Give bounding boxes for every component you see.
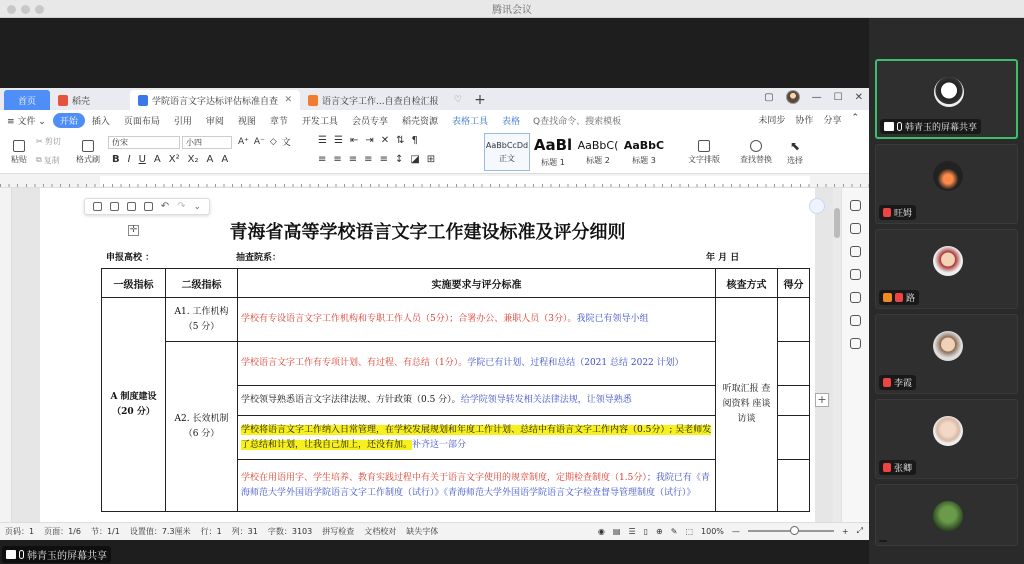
cut-label: 剪切 <box>44 136 61 146</box>
print-preview-icon[interactable] <box>144 202 153 211</box>
tab-docer[interactable] <box>50 90 130 110</box>
requirement-cell[interactable] <box>238 386 716 416</box>
style-name: 标题 2 <box>586 155 610 165</box>
paste-label: 粘贴 <box>11 154 27 164</box>
paragraph-tools-row2 <box>318 154 435 165</box>
heart-icon[interactable]: ♡ <box>453 95 462 105</box>
vertical-ruler[interactable] <box>0 188 12 522</box>
copy-icon: ⧉ <box>36 155 42 164</box>
status-page[interactable]: 页面：1/6 <box>44 527 81 536</box>
vertical-scrollbar[interactable] <box>833 188 841 522</box>
docer-icon <box>58 95 68 106</box>
new-tab-button[interactable]: + <box>474 92 486 108</box>
participant-tile[interactable] <box>875 399 1018 479</box>
zoom-out-icon[interactable]: — <box>731 526 740 536</box>
adjust-icon[interactable] <box>850 269 861 280</box>
share-label: 韩青玉的屏幕共享 <box>27 550 107 562</box>
paste-icon <box>13 140 25 152</box>
score-cell[interactable] <box>778 342 810 386</box>
navigation-icon[interactable] <box>850 200 861 211</box>
sort-icon[interactable]: ⇅ <box>396 135 405 146</box>
text-layout-button[interactable] <box>684 134 724 170</box>
participant-name <box>879 205 916 220</box>
border-icon[interactable]: ⊞ <box>426 154 436 165</box>
layout-icon[interactable]: ▢ <box>764 91 774 103</box>
clear-format-icon[interactable]: ◇ <box>269 136 277 147</box>
requirement-text: 学校在用语用字、学生培养、教育实践过程中有关于语言文字使用的规章制度，定期检查制度（1.5分） <box>241 472 647 483</box>
menu-table-tools[interactable]: 表格工具 <box>451 116 488 127</box>
header-requirements: 实施要求与评分标准 <box>238 269 716 298</box>
menu-chapter[interactable]: 章节 <box>269 116 288 127</box>
participant-name <box>879 460 916 475</box>
wps-window-controls <box>764 90 863 104</box>
style-normal[interactable] <box>484 133 530 171</box>
menu-review[interactable]: 审阅 <box>205 116 224 127</box>
distribute-icon[interactable]: ≡ <box>379 154 388 165</box>
menu-developer[interactable]: 开发工具 <box>301 116 338 127</box>
tab-label: 稻壳 <box>72 96 91 107</box>
redo-icon[interactable]: ↷ <box>177 201 186 212</box>
select-arrow-icon[interactable] <box>850 246 861 257</box>
highlight-icon[interactable]: A <box>206 154 214 165</box>
wps-tabbar <box>0 88 869 110</box>
document-title: 青海省高等学校语言文字工作建设标准及评分细则 <box>229 222 626 243</box>
status-column: 列：31 <box>231 527 258 536</box>
style-preview: AaBl <box>533 136 573 154</box>
menu-member[interactable]: 会员专享 <box>351 116 388 127</box>
note-text: 学院已有计划、过程和总结（2021 总结 2022 计划） <box>467 358 684 368</box>
shading-icon[interactable]: ◪ <box>410 154 420 165</box>
horizontal-ruler[interactable] <box>0 174 869 188</box>
menu-file[interactable]: ≡ 文件 ⌄ <box>7 116 46 127</box>
participant-tile[interactable] <box>875 59 1018 139</box>
font-color-icon[interactable]: A <box>221 154 229 165</box>
edit-pen-icon[interactable] <box>850 223 861 234</box>
share-button[interactable]: 分享 <box>823 116 842 126</box>
tab-label: 语言文字工作...自查自检汇报 <box>322 96 439 107</box>
menu-reference[interactable]: 引用 <box>173 116 192 127</box>
host-icon <box>883 293 892 302</box>
menu-view[interactable]: 视图 <box>237 116 256 127</box>
document-area <box>0 188 869 522</box>
avatar <box>934 77 964 107</box>
strike-icon[interactable]: A <box>153 154 161 165</box>
table-move-handle[interactable]: ✛ <box>129 225 138 235</box>
style-name: 标题 3 <box>632 155 656 165</box>
screen-share-indicator <box>2 546 111 562</box>
avatar <box>933 416 963 446</box>
phonetic-icon[interactable]: 文 <box>281 138 291 148</box>
sync-status[interactable]: 未同步 <box>758 116 786 126</box>
zoom-slider[interactable] <box>748 530 834 532</box>
requirement-text: 学校有专设语言文字工作机构和专职工作人员（5分）；合署办公、兼职人员（3分）。 <box>241 314 577 324</box>
table-row <box>102 298 810 342</box>
tab-label: 学院语言文字达标评估标准自查 <box>152 96 279 107</box>
score-cell[interactable] <box>778 386 810 416</box>
quick-access-toolbar <box>84 198 210 215</box>
page-view-icon[interactable]: ▤ <box>612 526 621 536</box>
wps-window <box>0 88 869 540</box>
mic-muted-icon <box>883 378 891 387</box>
participant-tile[interactable] <box>875 314 1018 394</box>
highlighted-text: 学校将语言文字工作纳入日常管理，在学校发展规划和年度工作计划、总结中有语言文字工作内容（0.5分）; 吴老师发了总结和计划，让我自己加上，还没有加。 <box>241 424 712 450</box>
note-text: ；我院已有《青海师范大学外国语学院语言文字工作制度（试行）》《青海师范大学外国语学院语言文字检查督导管理制度（试行）》 <box>241 472 710 498</box>
zoom-level[interactable]: 100% <box>701 526 724 536</box>
screen-share-icon <box>6 550 16 559</box>
bold-icon[interactable]: B <box>112 154 120 165</box>
location-pin-icon[interactable] <box>809 198 825 214</box>
zoom-slider-knob[interactable] <box>790 526 799 535</box>
number-list-icon[interactable]: ☰ <box>333 135 343 146</box>
table-row <box>102 342 810 386</box>
minimize-window-button[interactable] <box>21 5 30 14</box>
minimize-icon[interactable]: — <box>811 91 822 103</box>
mic-icon <box>19 550 24 559</box>
header-score: 得分 <box>778 269 810 298</box>
superscript-icon[interactable]: X² <box>168 154 180 165</box>
header-method: 核查方式 <box>716 269 778 298</box>
category-cell[interactable]: A 制度建设（20 分） <box>102 298 166 512</box>
outdent-icon[interactable]: ⇤ <box>349 135 359 146</box>
status-bar <box>0 522 869 540</box>
style-preview: AaBbCcDd <box>485 140 529 150</box>
search-icon <box>750 140 762 152</box>
participant-name-text: 张卿 <box>894 464 913 474</box>
maximize-icon[interactable]: ☐ <box>833 91 843 103</box>
mic-muted-icon <box>895 293 903 302</box>
font-size-tools <box>238 135 291 148</box>
share-icon[interactable] <box>850 315 861 326</box>
participants-panel <box>869 18 1024 564</box>
menu-start[interactable]: 开始 <box>53 113 85 128</box>
participant-name <box>880 119 981 134</box>
status-spell-check[interactable]: 拼写检查 <box>322 527 355 536</box>
requirement-text: 学校语言文字工作有专项计划、有过程、有总结（1分）。 <box>241 358 468 368</box>
requirement-text: 学校领导熟悉语言文字法律法规、方针政策（0.5 分）。 <box>241 395 461 405</box>
ppt-doc-icon <box>308 95 318 106</box>
text-layout-label: 文字排版 <box>688 154 720 164</box>
participant-name-text: 路 <box>906 294 916 304</box>
menu-right-group <box>758 113 859 126</box>
mic-muted-icon <box>883 463 891 472</box>
participant-name <box>879 375 916 390</box>
ribbon-toolbar <box>0 130 869 174</box>
status-right-group <box>598 526 863 536</box>
find-replace-button[interactable] <box>736 134 776 170</box>
scissors-icon: ✂ <box>36 136 43 146</box>
zoom-window-button[interactable] <box>35 5 44 14</box>
header-level1: 一级指标 <box>102 269 166 298</box>
right-tool-rail <box>841 188 869 522</box>
tab-home[interactable] <box>4 90 50 110</box>
menu-page-layout[interactable]: 页面布局 <box>123 116 160 127</box>
add-row-button[interactable]: + <box>815 393 829 407</box>
cut-button[interactable] <box>36 135 61 147</box>
zoom-in-icon[interactable]: + <box>841 526 849 536</box>
style-heading-1[interactable] <box>532 133 574 171</box>
participant-tile[interactable] <box>875 484 1018 546</box>
save-icon[interactable] <box>93 202 102 211</box>
participant-name-text: 李霞 <box>894 379 913 389</box>
participant-tile[interactable] <box>875 144 1018 224</box>
font-size-select[interactable]: 小四 <box>182 136 232 149</box>
avatar <box>933 246 963 276</box>
tab-other-document[interactable] <box>300 90 470 110</box>
word-doc-icon <box>138 95 148 106</box>
requirement-cell[interactable] <box>238 342 716 386</box>
status-missing-font[interactable]: 缺失字体 <box>406 527 439 536</box>
format-brush-button[interactable] <box>74 134 102 170</box>
mic-muted-icon <box>883 208 891 217</box>
status-row: 行：1 <box>200 527 222 536</box>
align-right-icon[interactable]: ≡ <box>348 154 358 165</box>
menu-insert[interactable]: 插入 <box>91 116 110 127</box>
show-marks-icon[interactable]: ¶ <box>411 135 418 146</box>
shared-screen-stage <box>0 18 869 564</box>
style-heading-2[interactable] <box>576 133 620 171</box>
export-pdf-icon[interactable] <box>110 202 119 211</box>
paste-button[interactable] <box>6 134 32 170</box>
tab-active-document[interactable] <box>130 90 300 110</box>
user-avatar[interactable] <box>786 90 800 104</box>
fullscreen-icon[interactable]: ⤢ <box>856 526 863 535</box>
subcategory-a2[interactable]: A2. 长效机制（6 分） <box>166 342 238 512</box>
chevron-up-icon[interactable]: ⌃ <box>851 113 859 123</box>
status-section: 节：1/1 <box>90 527 120 536</box>
bullet-list-icon[interactable]: ☰ <box>318 135 327 146</box>
ruler-ticks <box>0 174 869 188</box>
score-cell[interactable] <box>778 460 810 512</box>
menu-docer-resource[interactable]: 稻壳资源 <box>401 116 438 127</box>
note-text: 给学院领导转发相关法律法规，让领导熟悉 <box>460 395 632 405</box>
screen-share-icon <box>884 122 894 131</box>
font-style-tools <box>112 154 228 165</box>
status-page-code: 页码：1 <box>5 527 35 536</box>
subcategory-a1[interactable]: A1. 工作机构（5 分） <box>166 298 238 342</box>
write-view-icon[interactable]: ✎ <box>670 526 678 536</box>
header-level2: 二级指标 <box>166 269 238 298</box>
wps-menubar <box>0 110 869 130</box>
mic-icon <box>897 122 902 131</box>
meta-school: 申报高校 ： <box>106 253 155 263</box>
line-spacing-icon[interactable]: ↕ <box>394 154 404 165</box>
avatar <box>933 501 963 531</box>
participant-tile[interactable] <box>875 229 1018 309</box>
justify-icon[interactable]: ≡ <box>364 154 373 165</box>
read-view-icon[interactable]: ▯ <box>643 526 649 536</box>
meta-department: 抽查院系： <box>236 253 282 263</box>
method-cell[interactable]: 听取汇报 查阅资料 座谈访谈 <box>716 298 778 512</box>
style-name: 标题 1 <box>541 158 565 167</box>
scrollbar-thumb[interactable] <box>834 208 840 238</box>
indent-icon[interactable]: ⇥ <box>365 135 374 146</box>
select-button[interactable] <box>780 134 810 170</box>
requirement-cell[interactable] <box>238 460 716 512</box>
format-brush-label: 格式刷 <box>76 154 100 164</box>
copy-label: 复制 <box>43 155 60 165</box>
style-preview: AaBbC( <box>577 138 619 152</box>
meta-date: 年 月 日 <box>706 253 740 263</box>
status-proofread[interactable]: 文档校对 <box>364 527 397 536</box>
note-text: 补齐这一部分 <box>412 439 467 450</box>
window-titlebar <box>0 0 1024 18</box>
underline-icon[interactable]: U <box>138 154 146 165</box>
help-icon[interactable] <box>850 292 861 303</box>
chevron-down-icon[interactable]: ⌄ <box>193 201 202 212</box>
avatar <box>933 331 963 361</box>
paragraph-tools-row1 <box>318 135 418 146</box>
style-preview: AaBbC <box>623 138 665 152</box>
brush-icon <box>82 140 94 152</box>
find-replace-label: 查找替换 <box>740 154 772 164</box>
copy-button[interactable] <box>36 154 60 166</box>
collaborate-button[interactable]: 协作 <box>795 116 814 126</box>
document-page[interactable] <box>40 188 815 522</box>
window-title: 腾讯会议 <box>492 5 532 16</box>
align-center-icon[interactable]: ≡ <box>333 154 342 165</box>
chinese-layout-icon[interactable]: ✕ <box>380 135 390 146</box>
participant-name-text: 旺姆 <box>894 209 913 219</box>
web-view-icon[interactable]: ⊕ <box>656 526 663 536</box>
close-window-button[interactable] <box>7 5 16 14</box>
share-pill <box>2 546 111 563</box>
participant-name <box>879 290 919 305</box>
grow-font-icon[interactable]: A⁺ <box>238 136 249 147</box>
note-text: 我院已有领导小组 <box>576 314 649 324</box>
outline-view-icon[interactable]: ☰ <box>628 526 636 536</box>
print-icon[interactable] <box>127 202 136 211</box>
cursor-arrow-icon: ⬉ <box>789 138 801 153</box>
undo-icon[interactable]: ↶ <box>160 201 170 212</box>
italic-icon[interactable]: I <box>127 154 131 165</box>
avatar <box>933 161 963 191</box>
close-icon[interactable]: ✕ <box>854 91 863 103</box>
menu-table[interactable]: 表格 <box>501 116 520 127</box>
shrink-font-icon[interactable]: A⁻ <box>253 136 265 147</box>
fit-page-icon[interactable]: ⬚ <box>685 526 694 536</box>
participant-name <box>879 540 887 542</box>
align-left-icon[interactable]: ≡ <box>318 154 327 165</box>
evaluation-table <box>101 268 810 512</box>
text-layout-icon <box>698 140 710 152</box>
participant-name-text: 韩青玉的屏幕共享 <box>905 123 978 133</box>
style-heading-3[interactable] <box>622 133 666 171</box>
requirement-cell[interactable] <box>238 416 716 460</box>
requirement-cell[interactable] <box>238 298 716 342</box>
tab-label: 首页 <box>17 96 36 107</box>
select-label: 选择 <box>787 155 803 165</box>
status-setting: 设置值：7.3厘米 <box>129 527 191 536</box>
subscript-icon[interactable]: X₂ <box>187 154 199 165</box>
close-icon[interactable]: ✕ <box>284 95 292 105</box>
location-icon[interactable] <box>850 338 861 349</box>
table-header-row <box>102 269 810 298</box>
status-word-count[interactable]: 字数：3103 <box>267 527 313 536</box>
style-name: 正文 <box>499 153 515 163</box>
command-search[interactable]: Q查找命令、搜索模板 <box>533 116 622 127</box>
score-cell[interactable] <box>778 298 810 342</box>
font-name-select[interactable]: 仿宋 <box>108 136 180 149</box>
score-cell[interactable] <box>778 416 810 460</box>
eye-protect-icon[interactable]: ◉ <box>597 526 605 536</box>
